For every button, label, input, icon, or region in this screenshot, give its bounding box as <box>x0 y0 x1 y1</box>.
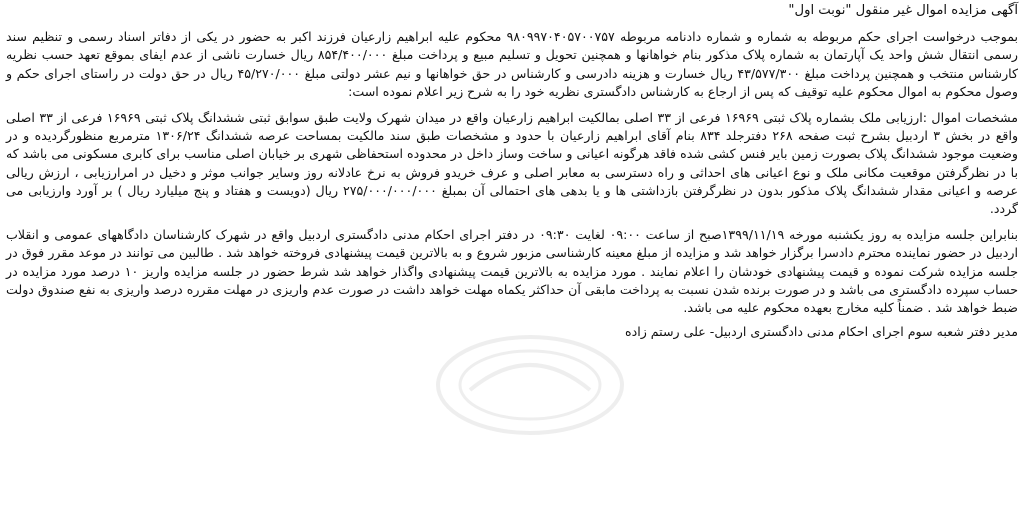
notice-title: آگهی مزایده اموال غیر منقول "نوبت اول" <box>788 3 1018 18</box>
notice-paragraph-request: بموجب درخواست اجرای حکم مربوطه به شماره و شماره دادنامه مربوطه ۹۸۰۹۹۷۰۴۰۵۷۰۰۷۵۷ محکوم علیه ابراهیم زارعیان فرزند اکبر به حضور در یکی از دفاتر اسناد رسمی و تنظیم سند رسمی انتقال شش واحد یک آپارتمان به شماره پلاک مذکور بنام خواهانها و همچنین تحویل و تسلیم مبیع و پرداخت مبلغ ۸۵۴/۴۰۰/۰۰۰ ریال خسارت ناشی از عدم ایفای بموقع تعهد حسب نظریه کارشناس منتخب و همچنین پرداخت مبلغ ۴۳/۵۷۷/۳۰۰ ریال خسارت و هزینه دادرسی و کارشناس در حق خواهانها و نیم عشر دولتی مبلغ ۴۵/۲۷۰/۰۰۰ ریال در حق دولت در راستای اجرای حکم و وصول محکوم به اموال محکوم علیه توقیف که پس از ارجاع به کارشناس دادگستری نظریه خود را به شرح زیر اعلام نموده است: <box>6 29 1018 99</box>
auction-notice <box>6 2 1018 341</box>
notice-paragraph-auction-session: بنابراین جلسه مزایده به روز یکشنبه مورخه ۱۳۹۹/۱۱/۱۹صبح از ساعت ۰۹:۰۰ لغایت ۰۹:۳۰ در دفتر اجرای احکام مدنی دادگستری اردبیل واقع در شهرک کارشناسان دادگاههای عمومی و انقلاب اردبیل در حضور نماینده محترم دادسرا برگزار خواهد شد و مزایده از مبلغ معینه کارشناسی مزبور شروع و به بالاترین قیمت پیشنهادی فروخته خواهد شد . طالبین می توانند در موعد مقرر فوق در جلسه مزایده شرکت نموده و قیمت پیشنهادی خودشان را اعلام نمایند . مورد مزایده به بالاترین قیمت پیشنهادی واگذار خواهد شد شرط حضور در جلسه مزایده واریز ۱۰ درصد مورد مزایده در حساب سپرده دادگستری می باشد و در صورت برنده شدن نسبت به پرداخت مابقی آن حداکثر یکماه مهلت خواهد داشت در صورت عدم واریزی در مهلت مقرره درصد واریزی به نفع صندوق دولت ضبط خواهد شد . ضمناً کلیه مخارج بعهده محکوم علیه می باشد. <box>6 227 1019 316</box>
watermark-emblem-icon <box>430 330 630 440</box>
notice-paragraph-property: مشخصات اموال :ارزیابی ملک بشماره پلاک ثبتی ۱۶۹۶۹ فرعی از ۳۳ اصلی بمالکیت ابراهیم زارعیان واقع در میدان شهرک ولایت طبق سوابق ثبتی ششدانگ پلاک ثبتی ۱۶۹۶۹ فرعی از ۳۳ اصلی واقع در بخش ۳ اردبیل بشرح ثبت صفحه ۲۶۸ دفترجلد ۸۳۴ بنام آقای ابراهیم زارعیان با حدود و مشخصات طبق سند مالکیت بمساحت عرصه ششدانگ ۱۳۰۶/۲۴ مترمربع منظورگردیده و در وضعیت موجود ششدانگ پلاک بصورت زمین بایر فنس کشی شده فاقد هرگونه اعیانی و ساخت وساز داخل در محدوده استحفاظی شهری بر خیابان اصلی مناسب برای کابری مسکونی می باشد که با در نظرگرفتن موقعیت مکانی ملک و نوع اعیانی های احداثی و راه دسترسی به معابر اصلی و عرف خریدو فروش به نرخ عادلانه روز وسایر جوانب موثر و دخیل در امرارزیابی ، ارزش ریالی عرصه و اعیانی مقدار ششدانگ پلاک مذکور بدون در نظرگرفتن بازداشتی ها و یا بدهی های احتمالی آن بمبلغ ۲۷۵/۰۰۰/۰۰۰/۰۰۰ ریال (دویست و هفتاد و پنج میلیارد ریال ) بر آورد وارزیابی می گردد. <box>6 110 1019 217</box>
notice-signature: مدیر دفتر شعبه سوم اجرای احکام مدنی دادگستری اردبیل- علی رستم زاده <box>625 324 1018 340</box>
